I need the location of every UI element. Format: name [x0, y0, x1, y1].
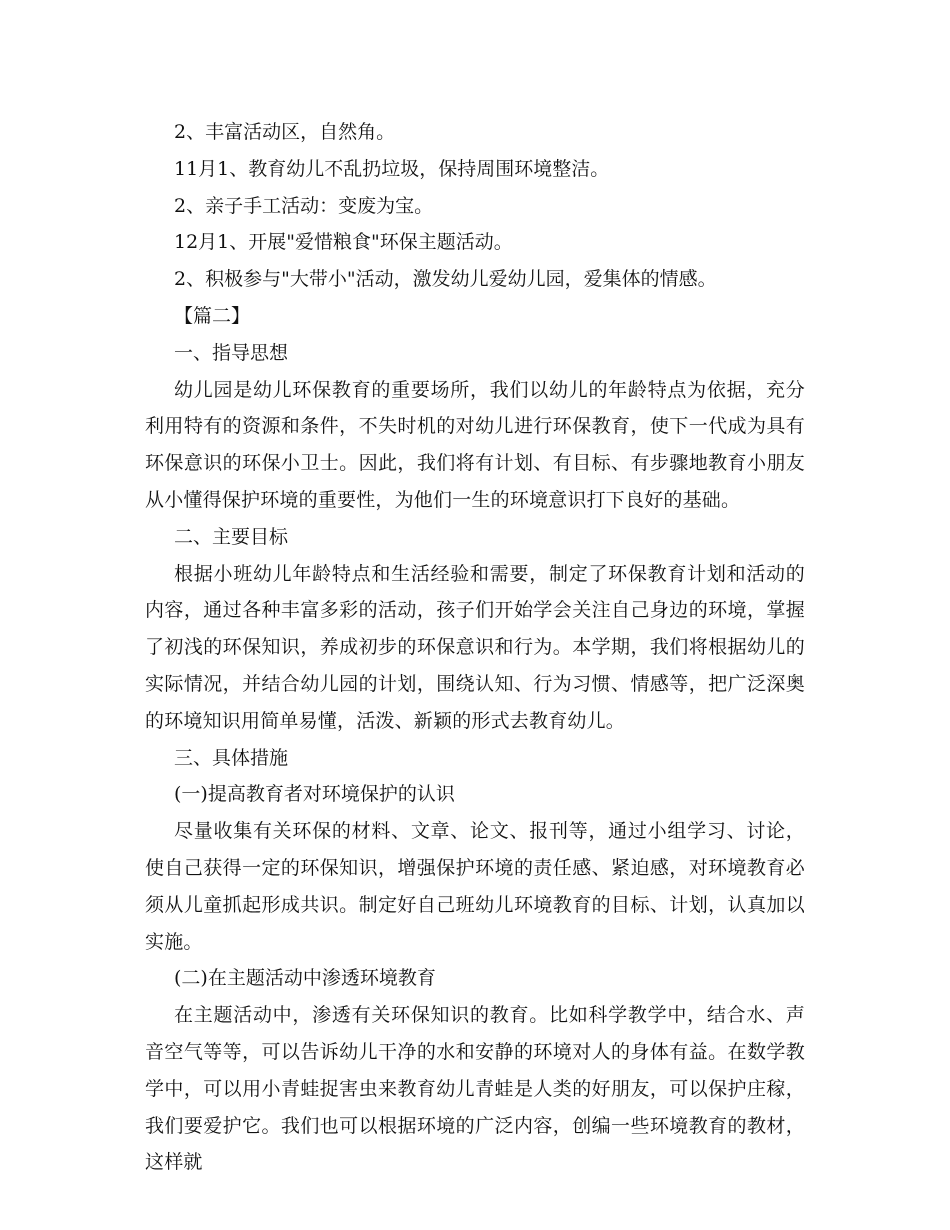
- heading-specific-measures: 三、具体措施: [174, 746, 289, 769]
- plan-november-item-2: 2、亲子手工活动：变废为宝。: [174, 194, 434, 217]
- plan-december-item-1: 12月1、开展"爱惜粮食"环保主题活动。: [174, 231, 513, 254]
- plan-december-item-2: 2、积极参与"大带小"活动，激发幼儿爱幼儿园，爱集体的情感。: [174, 268, 717, 291]
- paragraph-measure-2: 在主题活动中，渗透有关环保知识的教育。比如科学教学中，结合水、声音空气等等，可以告诉幼儿干净的水和安静的环境对人的身体有益。在数学教学中，可以用小青蛙捉害虫来教育幼儿青蛙是人类的好朋友，可以保护庄稼，我们要爱护它。我们也可以根据环境的广泛内容，创编一些环境教育的教材，这样就: [145, 1004, 805, 1174]
- heading-main-goals: 二、主要目标: [174, 525, 289, 548]
- heading-guiding-ideology: 一、指导思想: [174, 341, 289, 364]
- plan-november-item-1: 11月1、教育幼儿不乱扔垃圾，保持周围环境整洁。: [174, 157, 610, 180]
- subheading-measure-2: (二)在主题活动中渗透环境教育: [174, 967, 436, 990]
- paragraph-guiding-ideology: 幼儿园是幼儿环保教育的重要场所，我们以幼儿的年龄特点为依据，充分利用特有的资源和条件，不失时机的对幼儿进行环保教育，使下一代成为具有环保意识的环保小卫士。因此，我们将有计划、有目标、有步骤地教育小朋友从小懂得保护环境的重要性，为他们一生的环境意识打下良好的基础。: [145, 378, 805, 511]
- paragraph-main-goals: 根据小班幼儿年龄特点和生活经验和需要，制定了环保教育计划和活动的内容，通过各种丰富多彩的活动，孩子们开始学会关注自己身边的环境，掌握了初浅的环保知识，养成初步的环保意识和行为。本学期，我们将根据幼儿的实际情况，并结合幼儿园的计划，围绕认知、行为习惯、情感等，把广泛深奥的环境知识用简单易懂，活泼、新颖的形式去教育幼儿。: [145, 562, 805, 732]
- document-body: [145, 114, 805, 1181]
- paragraph-measure-1: 尽量收集有关环保的材料、文章、论文、报刊等，通过小组学习、讨论，使自己获得一定的环保知识，增强保护环境的责任感、紧迫感，对环境教育必须从儿童抓起形成共识。制定好自己班幼儿环境教育的目标、计划，认真加以实施。: [145, 820, 805, 953]
- plan-item-2: 2、丰富活动区，自然角。: [174, 121, 396, 143]
- section-title-part-two: 【篇二】: [174, 304, 251, 327]
- subheading-measure-1: (一)提高教育者对环境保护的认识: [174, 783, 455, 806]
